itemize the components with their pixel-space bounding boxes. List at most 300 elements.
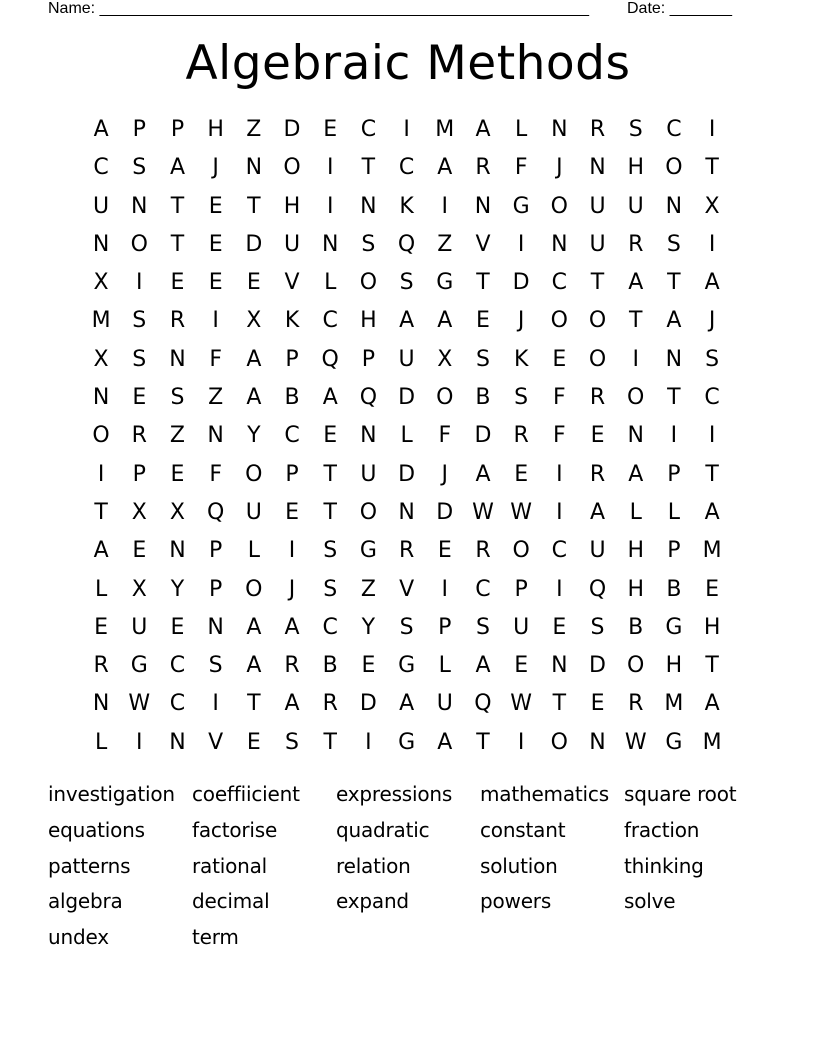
grid-letter[interactable]: S: [399, 614, 414, 640]
word-list-item: investigation: [48, 782, 175, 806]
grid-letter[interactable]: U: [131, 614, 148, 640]
grid-letter[interactable]: X: [131, 499, 147, 525]
grid-letter[interactable]: S: [323, 576, 338, 602]
grid-letter[interactable]: R: [513, 423, 529, 449]
grid-letter[interactable]: E: [246, 729, 261, 755]
grid-letter[interactable]: O: [550, 308, 568, 334]
grid-letter[interactable]: T: [590, 270, 605, 296]
grid-letter[interactable]: E: [514, 461, 529, 487]
grid-letter[interactable]: T: [247, 691, 261, 717]
grid-letter[interactable]: U: [436, 691, 453, 717]
grid-letter[interactable]: T: [667, 270, 681, 296]
grid-letter[interactable]: A: [284, 691, 300, 717]
grid-letter[interactable]: E: [552, 346, 567, 372]
grid-letter[interactable]: H: [627, 155, 644, 181]
grid-letter[interactable]: D: [398, 385, 416, 411]
grid-letter[interactable]: T: [552, 691, 567, 717]
grid-letter[interactable]: B: [666, 576, 682, 602]
grid-letter[interactable]: Q: [474, 691, 492, 717]
grid-letter[interactable]: G: [130, 653, 148, 679]
grid-letter[interactable]: R: [628, 691, 644, 717]
grid-letter[interactable]: I: [708, 231, 716, 257]
grid-letter[interactable]: B: [284, 385, 300, 411]
grid-letter[interactable]: N: [245, 155, 263, 181]
grid-letter[interactable]: A: [628, 270, 644, 296]
grid-letter[interactable]: A: [437, 308, 453, 334]
grid-letter[interactable]: G: [436, 270, 454, 296]
grid-letter[interactable]: Z: [169, 423, 185, 449]
grid-letter[interactable]: R: [284, 653, 300, 679]
grid-letter[interactable]: L: [247, 538, 260, 564]
grid-letter[interactable]: D: [398, 461, 416, 487]
grid-letter[interactable]: R: [628, 231, 644, 257]
grid-letter[interactable]: R: [589, 117, 606, 142]
grid-letter[interactable]: E: [476, 308, 490, 334]
grid-letter[interactable]: X: [246, 308, 262, 334]
grid-letter[interactable]: C: [666, 117, 682, 142]
grid-letter[interactable]: E: [552, 614, 567, 640]
grid-letter[interactable]: I: [136, 270, 143, 296]
grid-letter[interactable]: T: [247, 193, 261, 219]
grid-letter[interactable]: E: [170, 614, 185, 640]
grid-letter[interactable]: P: [667, 461, 681, 487]
grid-letter[interactable]: U: [589, 538, 606, 564]
grid-letter[interactable]: S: [132, 346, 147, 372]
grid-letter[interactable]: A: [437, 729, 453, 755]
grid-letter[interactable]: E: [514, 653, 529, 679]
grid-letter[interactable]: E: [132, 385, 147, 411]
grid-letter[interactable]: O: [283, 155, 301, 181]
grid-letter[interactable]: R: [475, 538, 491, 564]
grid-letter[interactable]: O: [359, 499, 378, 525]
grid-letter[interactable]: X: [169, 499, 185, 525]
grid-letter[interactable]: P: [209, 538, 223, 564]
grid-letter[interactable]: O: [245, 461, 263, 487]
grid-letter[interactable]: X: [93, 346, 109, 372]
grid-letter[interactable]: C: [322, 308, 338, 334]
grid-letter[interactable]: A: [704, 499, 720, 525]
grid-letter[interactable]: V: [208, 729, 224, 755]
grid-letter[interactable]: N: [398, 499, 415, 525]
grid-letter[interactable]: L: [667, 499, 681, 525]
grid-letter[interactable]: E: [170, 461, 185, 487]
grid-letter[interactable]: E: [437, 538, 452, 564]
grid-letter[interactable]: U: [589, 231, 606, 257]
word-list-item: mathematics: [480, 782, 609, 806]
grid-letter[interactable]: R: [322, 691, 338, 717]
grid-letter[interactable]: Y: [170, 576, 185, 602]
grid-letter[interactable]: S: [475, 346, 490, 372]
grid-letter[interactable]: E: [170, 270, 185, 296]
grid-letter[interactable]: E: [590, 423, 605, 449]
grid-letter[interactable]: W: [128, 691, 151, 717]
grid-letter[interactable]: A: [399, 308, 415, 334]
grid-letter[interactable]: X: [93, 270, 109, 296]
word-list-item: decimal: [192, 889, 270, 914]
grid-letter[interactable]: S: [514, 385, 529, 411]
grid-letter[interactable]: M: [664, 691, 684, 717]
grid-letter[interactable]: E: [208, 270, 223, 296]
grid-letter[interactable]: C: [93, 155, 109, 181]
grid-letter[interactable]: A: [169, 155, 185, 181]
grid-letter[interactable]: H: [627, 576, 644, 602]
grid-letter[interactable]: P: [132, 117, 146, 142]
grid-letter[interactable]: N: [92, 231, 110, 257]
grid-letter[interactable]: D: [512, 270, 530, 296]
grid-letter[interactable]: B: [475, 385, 491, 411]
grid-letter[interactable]: J: [556, 155, 563, 181]
grid-letter[interactable]: D: [436, 499, 454, 525]
grid-letter[interactable]: E: [705, 576, 720, 602]
word-list-item: powers: [480, 889, 552, 914]
grid-letter[interactable]: I: [517, 729, 525, 755]
grid-letter[interactable]: L: [400, 423, 413, 449]
grid-letter[interactable]: X: [131, 576, 147, 602]
grid-letter[interactable]: D: [245, 231, 263, 257]
grid-letter[interactable]: L: [629, 499, 642, 525]
grid-letter[interactable]: C: [360, 117, 377, 142]
grid-letter[interactable]: N: [321, 231, 339, 257]
grid-letter[interactable]: P: [438, 614, 452, 640]
grid-letter[interactable]: P: [285, 346, 299, 372]
grid-letter[interactable]: N: [665, 193, 683, 219]
grid-letter[interactable]: A: [590, 499, 606, 525]
grid-letter[interactable]: Z: [437, 231, 453, 257]
grid-letter[interactable]: M: [435, 117, 455, 142]
grid-letter[interactable]: Z: [360, 576, 376, 602]
grid-letter[interactable]: A: [93, 538, 109, 564]
grid-letter[interactable]: C: [475, 576, 491, 602]
grid-letter[interactable]: U: [93, 193, 110, 219]
grid-letter[interactable]: N: [169, 346, 186, 372]
grid-letter[interactable]: X: [437, 346, 453, 372]
grid-letter[interactable]: N: [589, 729, 606, 755]
grid-letter[interactable]: S: [705, 346, 720, 372]
grid-letter[interactable]: A: [475, 653, 491, 679]
grid-letter[interactable]: Y: [247, 423, 261, 449]
grid-letter[interactable]: Q: [588, 576, 607, 602]
grid-letter[interactable]: R: [589, 461, 606, 487]
grid-letter[interactable]: I: [288, 538, 296, 564]
grid-letter[interactable]: D: [589, 653, 606, 679]
grid-letter[interactable]: Q: [397, 231, 416, 257]
grid-letter[interactable]: P: [170, 117, 185, 142]
grid-letter[interactable]: U: [589, 193, 606, 219]
grid-letter[interactable]: T: [476, 270, 490, 296]
grid-letter[interactable]: O: [627, 385, 645, 411]
grid-letter[interactable]: T: [628, 308, 643, 334]
grid-letter[interactable]: N: [551, 653, 568, 679]
grid-letter[interactable]: A: [322, 385, 338, 411]
grid-letter[interactable]: R: [169, 308, 186, 334]
grid-letter[interactable]: T: [476, 729, 490, 755]
grid-letter[interactable]: T: [667, 385, 681, 411]
grid-letter[interactable]: N: [169, 538, 186, 564]
grid-letter[interactable]: N: [207, 423, 224, 449]
grid-letter[interactable]: V: [399, 576, 415, 602]
grid-letter[interactable]: U: [627, 193, 644, 219]
grid-letter[interactable]: A: [666, 308, 682, 334]
grid-letter[interactable]: U: [513, 614, 530, 640]
grid-letter[interactable]: T: [705, 653, 719, 679]
grid-letter[interactable]: T: [361, 155, 376, 181]
grid-letter[interactable]: A: [628, 461, 644, 487]
grid-letter[interactable]: F: [553, 385, 566, 411]
grid-letter[interactable]: O: [359, 270, 378, 296]
grid-letter[interactable]: U: [360, 461, 377, 487]
grid-letter[interactable]: A: [93, 117, 109, 142]
page-title: Algebraic Methods: [185, 36, 631, 91]
grid-letter[interactable]: A: [246, 653, 262, 679]
grid-letter[interactable]: N: [589, 155, 606, 181]
grid-letter[interactable]: E: [285, 499, 299, 525]
grid-letter[interactable]: N: [207, 614, 224, 640]
grid-letter[interactable]: V: [475, 231, 491, 257]
grid-letter[interactable]: E: [208, 193, 223, 219]
grid-letter[interactable]: K: [284, 308, 300, 334]
grid-letter[interactable]: A: [246, 385, 262, 411]
grid-letter[interactable]: S: [399, 270, 414, 296]
grid-letter[interactable]: E: [94, 614, 109, 640]
grid-letter[interactable]: A: [399, 691, 415, 717]
grid-letter[interactable]: G: [512, 193, 530, 219]
grid-letter[interactable]: N: [360, 423, 377, 449]
grid-letter[interactable]: A: [246, 346, 262, 372]
grid-letter[interactable]: T: [705, 155, 719, 181]
grid-letter[interactable]: W: [472, 499, 494, 525]
grid-letter[interactable]: O: [512, 538, 530, 564]
word-list-item: fraction: [624, 817, 700, 842]
grid-letter[interactable]: R: [398, 538, 415, 564]
grid-letter[interactable]: I: [708, 423, 716, 449]
grid-letter[interactable]: L: [438, 653, 451, 679]
grid-letter[interactable]: I: [136, 729, 143, 755]
grid-letter[interactable]: T: [323, 499, 337, 525]
grid-letter[interactable]: J: [441, 461, 449, 487]
grid-letter[interactable]: L: [515, 117, 528, 142]
grid-letter[interactable]: P: [209, 576, 223, 602]
grid-letter[interactable]: Q: [321, 346, 339, 372]
grid-letter[interactable]: K: [399, 193, 414, 219]
grid-letter[interactable]: N: [131, 193, 148, 219]
grid-letter[interactable]: A: [437, 155, 453, 181]
grid-letter[interactable]: I: [556, 461, 563, 487]
grid-letter[interactable]: C: [551, 270, 568, 296]
letter-grid: [82, 111, 731, 762]
grid-letter[interactable]: U: [245, 499, 262, 525]
grid-letter[interactable]: O: [436, 385, 454, 411]
grid-letter[interactable]: T: [170, 193, 185, 219]
grid-letter[interactable]: A: [475, 461, 491, 487]
grid-letter[interactable]: O: [588, 308, 607, 334]
grid-letter[interactable]: Y: [361, 614, 376, 640]
grid-letter[interactable]: I: [441, 193, 449, 219]
word-list-item: solve: [624, 889, 676, 914]
grid-letter[interactable]: O: [245, 576, 263, 602]
grid-letter[interactable]: R: [589, 385, 606, 411]
grid-letter[interactable]: J: [708, 308, 716, 334]
grid-letter[interactable]: C: [398, 155, 415, 181]
grid-letter[interactable]: I: [670, 423, 678, 449]
grid-letter[interactable]: M: [91, 308, 111, 334]
grid-letter[interactable]: G: [398, 729, 416, 755]
grid-letter[interactable]: D: [359, 691, 377, 717]
grid-letter[interactable]: S: [590, 614, 605, 640]
grid-letter[interactable]: N: [360, 193, 377, 219]
grid-letter[interactable]: G: [665, 729, 683, 755]
grid-letter[interactable]: S: [285, 729, 300, 755]
grid-letter[interactable]: W: [624, 729, 647, 755]
grid-letter[interactable]: E: [132, 538, 147, 564]
grid-letter[interactable]: I: [708, 117, 716, 142]
grid-letter[interactable]: B: [322, 653, 338, 679]
grid-letter[interactable]: N: [92, 385, 110, 411]
grid-letter[interactable]: L: [94, 576, 108, 602]
grid-letter[interactable]: U: [398, 346, 415, 372]
grid-letter[interactable]: C: [704, 385, 720, 411]
grid-letter[interactable]: D: [474, 423, 492, 449]
grid-letter[interactable]: W: [510, 499, 533, 525]
grid-letter[interactable]: S: [132, 308, 147, 334]
grid-letter[interactable]: H: [627, 538, 644, 564]
grid-letter[interactable]: O: [627, 653, 645, 679]
grid-letter[interactable]: A: [284, 614, 300, 640]
grid-letter[interactable]: S: [208, 653, 223, 679]
grid-letter[interactable]: I: [632, 346, 639, 372]
grid-letter[interactable]: E: [208, 231, 223, 257]
grid-letter[interactable]: T: [323, 461, 337, 487]
grid-letter[interactable]: I: [403, 117, 410, 142]
word-list-item: algebra: [48, 889, 123, 914]
grid-letter[interactable]: Z: [246, 117, 262, 142]
grid-letter[interactable]: O: [130, 231, 148, 257]
grid-letter[interactable]: C: [169, 691, 186, 717]
grid-letter[interactable]: S: [361, 231, 376, 257]
grid-letter[interactable]: O: [550, 193, 568, 219]
grid-letter[interactable]: R: [131, 423, 147, 449]
grid-letter[interactable]: L: [324, 270, 337, 296]
grid-letter[interactable]: J: [517, 308, 525, 334]
grid-letter[interactable]: A: [704, 270, 720, 296]
grid-letter[interactable]: O: [92, 423, 110, 449]
grid-letter[interactable]: F: [514, 155, 528, 181]
grid-letter[interactable]: H: [665, 653, 683, 679]
grid-letter[interactable]: O: [665, 155, 683, 181]
grid-letter[interactable]: S: [628, 117, 643, 142]
grid-letter[interactable]: P: [514, 576, 528, 602]
grid-letter[interactable]: S: [132, 155, 147, 181]
grid-letter[interactable]: N: [92, 691, 110, 717]
grid-letter[interactable]: V: [284, 270, 300, 296]
grid-letter[interactable]: I: [556, 576, 563, 602]
grid-letter[interactable]: E: [323, 423, 338, 449]
grid-letter[interactable]: M: [702, 538, 722, 564]
grid-letter[interactable]: N: [551, 117, 568, 142]
grid-letter[interactable]: W: [510, 691, 533, 717]
grid-letter[interactable]: A: [475, 117, 491, 142]
grid-letter[interactable]: E: [246, 270, 261, 296]
grid-letter[interactable]: N: [474, 193, 492, 219]
grid-letter[interactable]: F: [209, 461, 222, 487]
grid-letter[interactable]: U: [283, 231, 301, 257]
grid-letter[interactable]: G: [665, 614, 683, 640]
grid-letter[interactable]: C: [169, 653, 186, 679]
grid-letter[interactable]: T: [94, 499, 108, 525]
grid-letter[interactable]: E: [590, 691, 605, 717]
grid-letter[interactable]: F: [209, 346, 222, 372]
grid-letter[interactable]: N: [169, 729, 186, 755]
grid-letter[interactable]: J: [212, 155, 219, 181]
grid-letter[interactable]: N: [551, 231, 568, 257]
date-field[interactable]: Date: _______: [627, 0, 732, 17]
grid-letter[interactable]: M: [702, 729, 722, 755]
grid-letter[interactable]: I: [365, 729, 372, 755]
grid-letter[interactable]: I: [441, 576, 449, 602]
grid-letter[interactable]: B: [628, 614, 644, 640]
grid-letter[interactable]: P: [132, 461, 146, 487]
grid-letter[interactable]: C: [322, 614, 338, 640]
grid-letter[interactable]: G: [398, 653, 416, 679]
grid-letter[interactable]: C: [551, 538, 568, 564]
grid-letter[interactable]: T: [705, 461, 719, 487]
grid-letter[interactable]: F: [438, 423, 452, 449]
grid-letter[interactable]: T: [323, 729, 337, 755]
grid-letter[interactable]: I: [97, 461, 105, 487]
grid-letter[interactable]: A: [246, 614, 262, 640]
grid-letter[interactable]: L: [94, 729, 108, 755]
grid-letter[interactable]: C: [284, 423, 300, 449]
grid-letter[interactable]: I: [517, 231, 525, 257]
grid-letter[interactable]: N: [627, 423, 644, 449]
grid-letter[interactable]: Q: [359, 385, 378, 411]
grid-letter[interactable]: T: [170, 231, 185, 257]
grid-letter[interactable]: J: [288, 576, 296, 602]
grid-letter[interactable]: I: [212, 691, 219, 717]
grid-letter[interactable]: O: [550, 729, 568, 755]
grid-letter[interactable]: Z: [208, 385, 224, 411]
grid-letter[interactable]: H: [360, 308, 377, 334]
grid-letter[interactable]: A: [704, 691, 720, 717]
grid-letter[interactable]: R: [93, 653, 109, 679]
grid-letter[interactable]: I: [556, 499, 563, 525]
grid-letter[interactable]: Q: [206, 499, 225, 525]
grid-letter[interactable]: E: [361, 653, 376, 679]
grid-letter[interactable]: S: [666, 231, 681, 257]
grid-letter[interactable]: X: [704, 193, 720, 219]
grid-letter[interactable]: P: [285, 461, 299, 487]
grid-letter[interactable]: I: [326, 155, 334, 181]
grid-letter[interactable]: H: [283, 193, 301, 219]
grid-letter[interactable]: S: [475, 614, 490, 640]
grid-letter[interactable]: N: [665, 346, 683, 372]
grid-letter[interactable]: I: [212, 308, 219, 334]
grid-letter[interactable]: E: [323, 117, 338, 142]
grid-letter[interactable]: H: [703, 614, 721, 640]
name-field[interactable]: Name: _______________________________________________________: [48, 0, 589, 17]
grid-letter[interactable]: K: [513, 346, 529, 372]
grid-letter[interactable]: O: [588, 346, 607, 372]
grid-letter[interactable]: P: [361, 346, 376, 372]
grid-letter[interactable]: S: [170, 385, 185, 411]
grid-letter[interactable]: D: [283, 117, 301, 142]
grid-letter[interactable]: I: [326, 193, 334, 219]
grid-letter[interactable]: F: [553, 423, 566, 449]
grid-letter[interactable]: P: [667, 538, 681, 564]
grid-letter[interactable]: S: [323, 538, 338, 564]
grid-letter[interactable]: H: [207, 117, 224, 142]
grid-letter[interactable]: R: [475, 155, 491, 181]
grid-letter[interactable]: G: [359, 538, 377, 564]
